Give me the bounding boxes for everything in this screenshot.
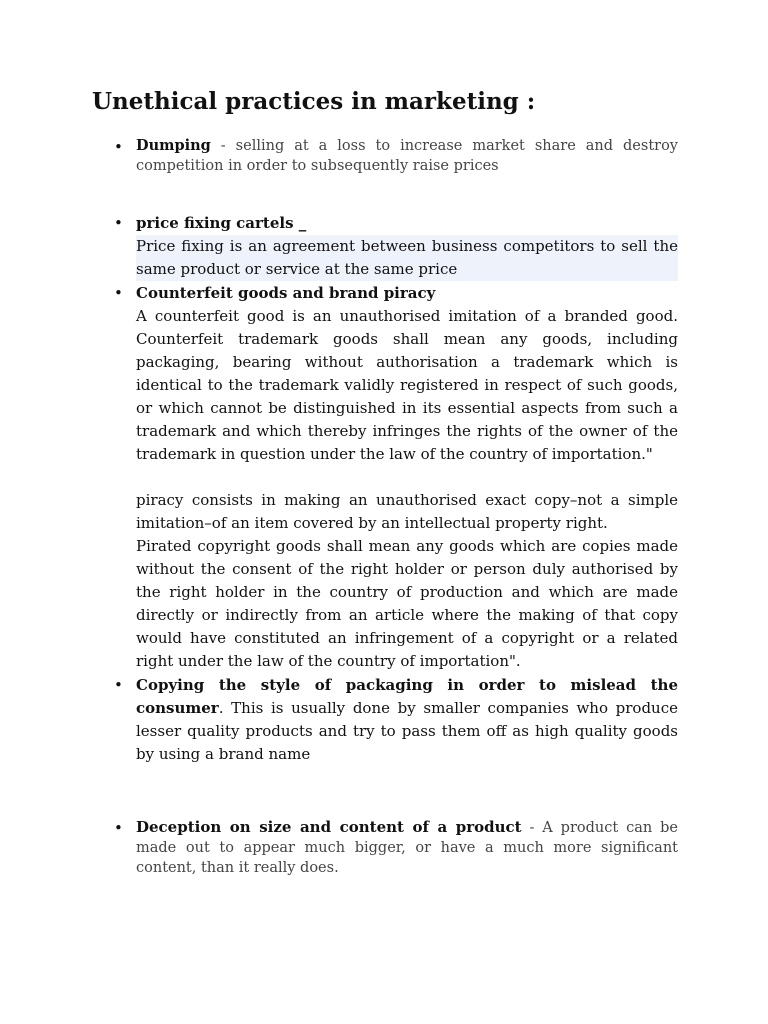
counterfeit-definition: A counterfeit good is an unauthorised imitation of a branded good. Counterfeit trademark goods shall mean any goods, including packaging, bearing without authorisation a trademark which is identical to the trademark validly registered in respect of such goods, or which cannot be distinguished in its essential aspects from such a trademark and which thereby infringes the rights of the owner of the trademark in question under the law of the country of importation." [136, 307, 678, 463]
list-item-price-fixing [114, 212, 678, 281]
item-text: Price fixing is an agreement between business competitors to sell the same product or service at the same price [136, 235, 678, 281]
bullet-icon: • [114, 676, 123, 694]
bullet-icon: • [114, 214, 123, 232]
list-item-deception [114, 817, 678, 878]
list-item-dumping [114, 136, 678, 176]
item-text: - selling at a loss to increase market share and destroy competition in order to subsequently raise prices [136, 138, 678, 174]
pirated-goods-definition: Pirated copyright goods shall mean any goods which are copies made without the consent of the right holder or person duly authorised by the right holder in the country of production and which are made directly or indirectly from an article where the making of that copy would have constituted an infringement of a copyright or a related right under the law of the country of importation". [136, 537, 678, 670]
list-item-counterfeit [114, 282, 678, 673]
item-text: . This is usually done by smaller companies who produce lesser quality products and try to pass them off as high quality goods by using a brand name [136, 699, 678, 763]
piracy-definition: piracy consists in making an unauthorised exact copy–not a simple imitation–of an item covered by an intellectual property right. [136, 491, 678, 532]
bullet-icon: • [114, 138, 123, 156]
item-heading: Counterfeit goods and brand piracy [136, 284, 436, 302]
page-title: Unethical practices in marketing : [92, 88, 536, 115]
item-text: - A product can be made out to appear much bigger, or have a much more significant content, than it really does. [136, 820, 678, 876]
item-heading: Copying the style of packaging in order to mislead the consumer [136, 676, 678, 717]
item-heading: Dumping [136, 137, 211, 154]
item-heading: price fixing cartels _ [136, 214, 307, 232]
paragraph-gap [136, 466, 678, 489]
bullet-icon: • [114, 284, 123, 302]
bullet-icon: • [114, 819, 123, 837]
item-heading: Deception on size and content of a product [136, 818, 522, 836]
list-item-packaging [114, 674, 678, 766]
